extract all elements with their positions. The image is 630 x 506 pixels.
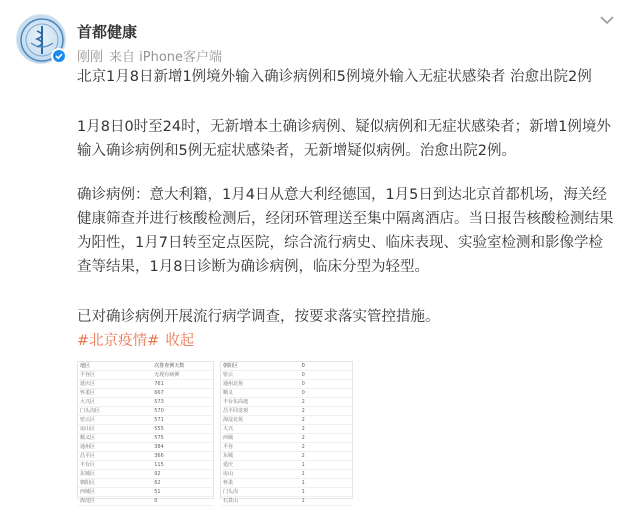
collapse-link[interactable]: 收起 [165, 333, 195, 349]
table-cell: 通州北苑 [221, 380, 300, 389]
district-table-1 [78, 362, 213, 506]
table-cell: 115 [152, 461, 213, 470]
image-thumbnail-1[interactable] [77, 361, 214, 504]
table-cell: 平谷区 [78, 371, 152, 380]
table-cell: 密云区 [78, 416, 152, 425]
table-row [78, 479, 213, 488]
table-row [78, 497, 213, 506]
table-row [78, 389, 213, 398]
table-row [78, 371, 213, 380]
table-row [78, 407, 213, 416]
table-row [78, 362, 213, 371]
table-row [221, 497, 352, 506]
table-cell: 0 [300, 371, 352, 380]
table-cell: 昌平回龙观 [221, 407, 300, 416]
post-time[interactable]: 刚刚 [77, 50, 104, 65]
table-cell: 东城 [221, 452, 300, 461]
table-cell: 延庆区 [78, 380, 152, 389]
table-cell: 0 [300, 362, 352, 371]
table-cell: 通州区 [78, 443, 152, 452]
table-cell: 555 [152, 425, 213, 434]
table-cell: 667 [152, 389, 213, 398]
table-cell: 平谷 [221, 443, 300, 452]
post-meta [77, 46, 222, 65]
table-row [78, 443, 213, 452]
table-cell: 延庆 [221, 461, 300, 470]
table-cell: 怀柔 [221, 479, 300, 488]
table-row [221, 398, 352, 407]
table-row [221, 488, 352, 497]
table-cell: 怀柔区 [78, 389, 152, 398]
table-row [221, 452, 352, 461]
table-row [221, 371, 352, 380]
table-row [221, 461, 352, 470]
table-cell: 海淀北苑 [221, 416, 300, 425]
table-cell: 房山 [221, 470, 300, 479]
post-title: 北京1月8日新增1例境外输入确诊病例和5例境外输入无症状感染者 治愈出院2例 [77, 69, 592, 85]
table-cell: 东城区 [78, 470, 152, 479]
table-cell: 575 [152, 434, 213, 443]
district-table-2 [221, 362, 352, 506]
table-row [221, 416, 352, 425]
table-row [221, 434, 352, 443]
table-row [221, 443, 352, 452]
table-row [221, 425, 352, 434]
table-cell: 2 [300, 434, 352, 443]
table-cell: 顺义 [221, 389, 300, 398]
table-cell: 62 [152, 479, 213, 488]
table-cell: 顺义区 [78, 434, 152, 443]
table-cell: 大兴 [221, 425, 300, 434]
verified-badge-icon [51, 48, 67, 64]
table-cell: 大兴区 [78, 398, 152, 407]
table-cell: 92 [152, 470, 213, 479]
table-cell: 2 [300, 398, 352, 407]
table-cell: 384 [152, 443, 213, 452]
table-row [221, 362, 352, 371]
table-cell: 丰台东高地 [221, 398, 300, 407]
table-cell: 石景山 [221, 497, 300, 506]
post-paragraph-summary: 1月8日0时至24时，无新增本土确诊病例、疑似病例和无症状感染者；新增1例境外输入确诊病例和5例无症状感染者，无新增疑似病例。治愈出院2例。 [77, 119, 611, 159]
table-cell: 西城区 [78, 488, 152, 497]
image-thumbnail-2[interactable] [220, 361, 353, 504]
table-row [221, 470, 352, 479]
table-cell: 昌平区 [78, 452, 152, 461]
table-cell: 密云 [221, 371, 300, 380]
table-cell: 次排查例天数 [152, 362, 213, 371]
table-row [78, 461, 213, 470]
post-paragraph-measures: 已对确诊病例开展流行病学调查，按要求落实管控措施。 [77, 309, 440, 325]
table-cell: 2 [300, 443, 352, 452]
author-name[interactable]: 首都健康 [77, 23, 138, 41]
topic-tag-link[interactable]: #北京疫情# [77, 333, 160, 349]
table-row [78, 416, 213, 425]
table-row [78, 398, 213, 407]
table-cell: 1 [300, 488, 352, 497]
table-cell: 1 [300, 497, 352, 506]
table-cell: 2 [300, 425, 352, 434]
table-cell: 门头沟 [221, 488, 300, 497]
table-cell: 2 [300, 407, 352, 416]
table-row [221, 479, 352, 488]
post-tags [77, 329, 194, 353]
post-source: 来自 iPhone客户端 [109, 50, 223, 65]
table-row [221, 389, 352, 398]
table-cell: 0 [300, 380, 352, 389]
table-cell: 朝阳区 [78, 479, 152, 488]
table-cell: 海淀区 [78, 497, 152, 506]
table-cell: 地区 [78, 362, 152, 371]
table-cell: 51 [152, 488, 213, 497]
table-row [78, 434, 213, 443]
table-cell: 366 [152, 452, 213, 461]
table-cell: 2 [300, 416, 352, 425]
table-cell: 570 [152, 407, 213, 416]
table-cell: 丰台区 [78, 461, 152, 470]
table-cell: 房山区 [78, 425, 152, 434]
table-cell: 1 [300, 479, 352, 488]
table-cell: 573 [152, 398, 213, 407]
table-row [221, 407, 352, 416]
table-cell: 761 [152, 380, 213, 389]
table-cell: 1 [300, 461, 352, 470]
table-cell: 门头沟区 [78, 407, 152, 416]
chevron-down-icon[interactable] [598, 12, 616, 26]
table-cell: 西城 [221, 434, 300, 443]
table-row [78, 452, 213, 461]
table-cell: 朝阳区 [221, 362, 300, 371]
table-cell: 2 [300, 452, 352, 461]
table-row [78, 380, 213, 389]
table-cell: 0 [300, 389, 352, 398]
table-row [221, 380, 352, 389]
table-row [78, 470, 213, 479]
table-cell: 0 [152, 497, 213, 506]
table-cell: 无现有病例 [152, 371, 213, 380]
table-row [78, 425, 213, 434]
post-paragraph-case: 确诊病例：意大利籍，1月4日从意大利经德国，1月5日到达北京首都机场，海关经健康筛查并进行核酸检测后，经闭环管理送至集中隔离酒店。当日报告核酸检测结果为阳性，1月7日转至定点医院，综合流行病史、临床表现、实验室检测和影像学检查等结果，1月8日诊断为确诊病例，临床分型为轻型。 [77, 187, 614, 275]
table-row [78, 488, 213, 497]
table-cell: 1 [300, 470, 352, 479]
table-cell: 571 [152, 416, 213, 425]
